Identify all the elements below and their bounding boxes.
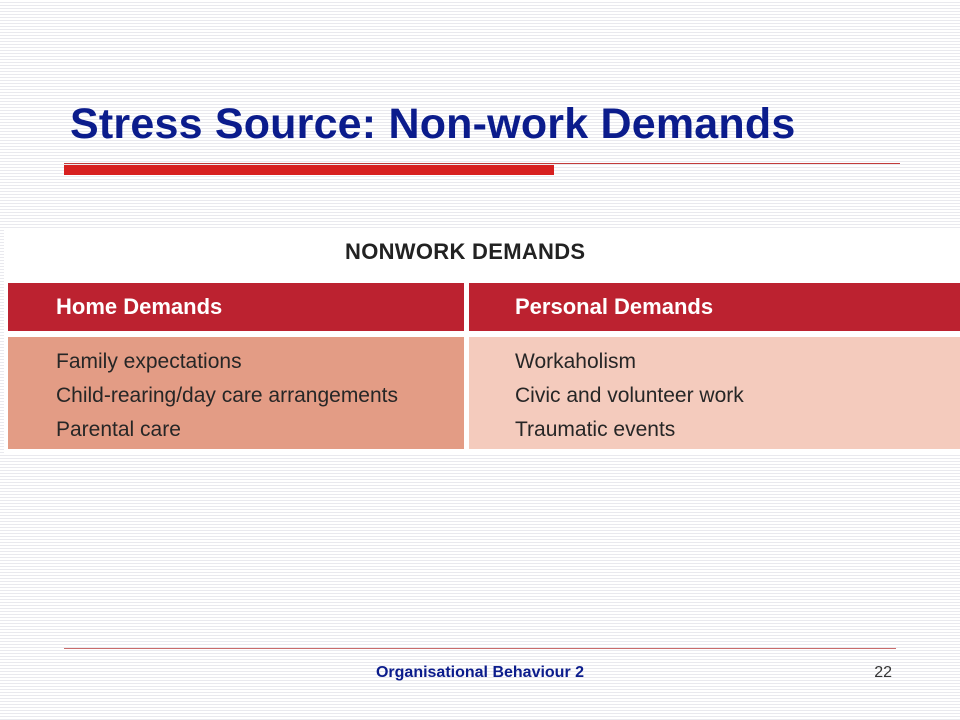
home-demands-header: Home Demands — [8, 283, 464, 331]
footer-divider — [64, 648, 896, 649]
list-item: Family expectations — [56, 350, 242, 373]
personal-demands-header: Personal Demands — [469, 283, 960, 331]
nonwork-demands-figure — [4, 229, 960, 454]
figure-heading: NONWORK DEMANDS — [345, 239, 586, 264]
list-item: Traumatic events — [515, 418, 676, 441]
home-demands-list — [8, 337, 464, 449]
list-item: Child-rearing/day care arrangements — [56, 384, 398, 407]
footer-course-name: Organisational Behaviour 2 — [375, 664, 585, 681]
page-number: 22 — [874, 664, 892, 681]
list-item: Civic and volunteer work — [515, 384, 744, 407]
personal-demands-column — [469, 283, 960, 449]
title-underline-accent — [64, 165, 554, 175]
list-item: Workaholism — [515, 350, 636, 373]
home-demands-column — [8, 283, 464, 449]
slide-title: Stress Source: Non-work Demands — [70, 100, 796, 148]
list-item: Parental care — [56, 418, 181, 441]
personal-demands-list — [469, 337, 960, 449]
title-underline-thin — [64, 163, 900, 164]
